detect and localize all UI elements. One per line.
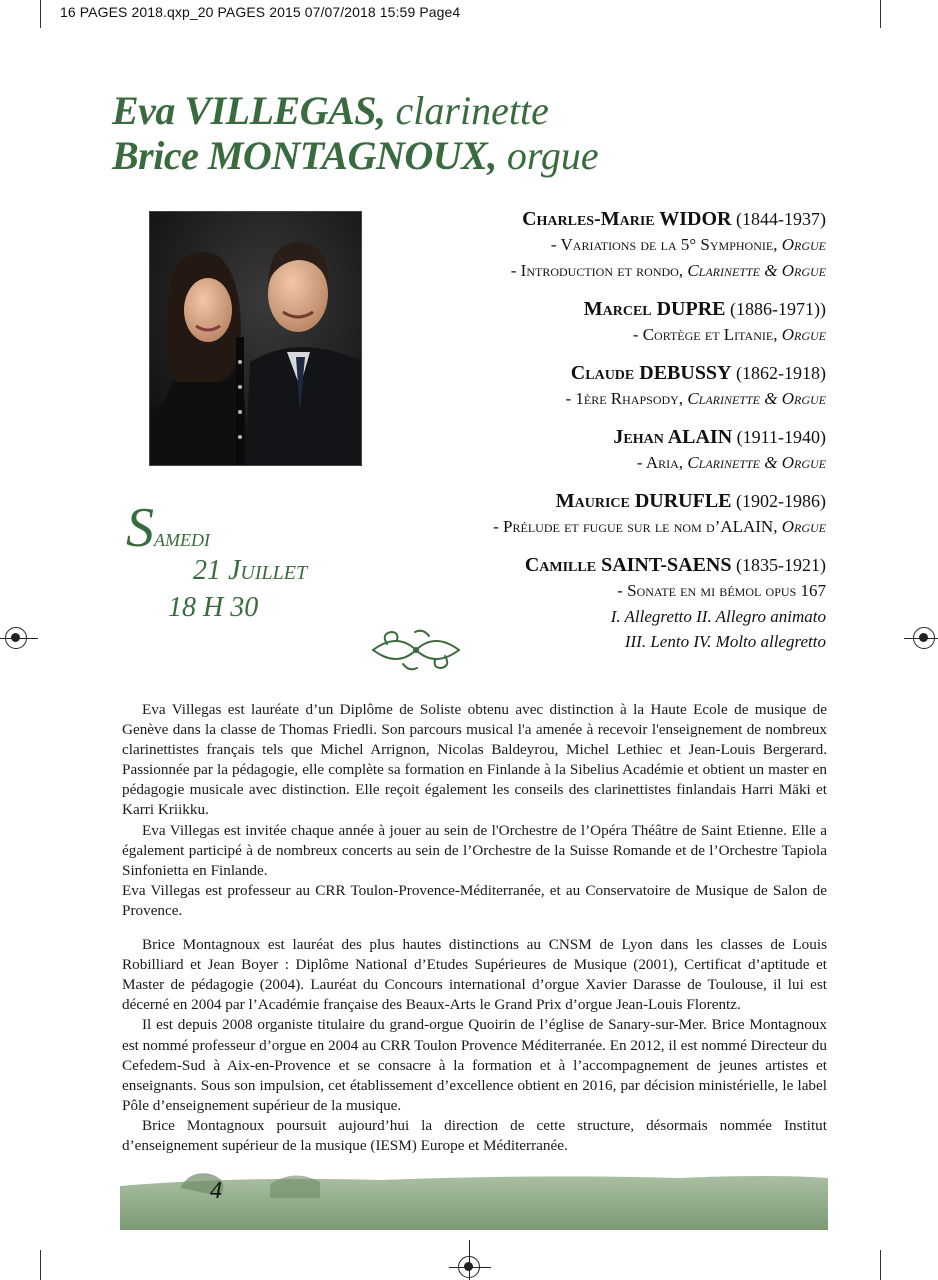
- composer-dupre: [386, 296, 826, 322]
- work-instrumentation: Orgue: [781, 325, 826, 344]
- composer-debussy: [386, 360, 826, 386]
- concert-time: 18 H 30: [168, 592, 259, 623]
- bio-eva-paragraph-3: Eva Villegas est professeur au CRR Toulon-Provence-Méditerranée, et au Conservatoire de Musique de Salon de Provence.: [122, 881, 827, 919]
- work-title: - Cortège et Litanie,: [632, 325, 782, 344]
- printer-slug: 16 PAGES 2018.qxp_20 PAGES 2015 07/07/2018 15:59 Page4: [60, 4, 461, 20]
- work-item: [386, 258, 826, 284]
- composer-durufle: [386, 488, 826, 514]
- registration-mark-right-icon: [913, 627, 935, 649]
- paragraph-gap: [122, 921, 827, 935]
- composer-name: Camille SAINT-SAENS: [524, 554, 732, 576]
- work-movements: I. Allegretto II. Allegro animato: [610, 607, 826, 626]
- work-item: [386, 322, 826, 348]
- crop-mark-bottom-right: [880, 1250, 881, 1280]
- page-title: [112, 88, 599, 178]
- work-title: - Introduction et rondo,: [510, 261, 688, 280]
- composer-saint-saens: [386, 552, 826, 578]
- biographies: [122, 700, 827, 1156]
- day-rest: amedi: [154, 523, 210, 552]
- work-instrumentation: Clarinette & Orgue: [687, 261, 826, 280]
- work-title: - Variations de la 5° Symphonie,: [550, 235, 782, 254]
- composer-name: Maurice DURUFLE: [555, 490, 732, 512]
- performer-2-instrument: orgue: [496, 133, 599, 178]
- performers-photo-image: [150, 212, 362, 466]
- composer-dates: (1844-1937): [731, 209, 826, 229]
- bio-brice-paragraph-2: Il est depuis 2008 organiste titulaire du grand-orgue Quoirin de l’église de Sanary-sur-Mer. Brice Montagnoux est nommé professeur d’orgue en 2004 au CRR Toulon Provence Méditerranée. En 2012, il est nommé Directeur du Cefedem-Sud à Aix-en-Provence et se consacre à la formation et à l’accompagnement de jeunes artistes et enseignants. Sous son impulsion, cet établissement d’excellence obtient en 2016, par décision ministérielle, le label Pôle d’enseignement supérieur de la musique.: [122, 1016, 827, 1114]
- day-initial: S: [126, 497, 154, 559]
- bio-eva-paragraph-2: Eva Villegas est invitée chaque année à jouer au sein de l'Orchestre de l’Opéra Théâtre de Saint Etienne. Elle a également participé à de nombreux concerts au sein de l’Orchestre de la Suisse Romande et de l’Orchestre Tapiola Sinfonietta en Finlande.: [122, 821, 827, 879]
- bio-brice-paragraph-3: Brice Montagnoux poursuit aujourd’hui la direction de cette structure, désormais nommée Institut d’enseignement supérieur de la musique (IESM) Europe et Méditerranée.: [122, 1116, 827, 1154]
- composer-name: Claude DEBUSSY: [570, 362, 732, 384]
- bio-eva-paragraph-1: Eva Villegas est lauréate d’un Diplôme de Soliste obtenu avec distinction à la Haute Ecole de musique de Genève dans la classe de Thomas Friedli. Son parcours musical l'a amenée à recevoir l'enseignement de nombreux clarinettistes français tels que Michel Arrignon, Nicolas Baldeyrou, Michel Lethiec et Jean-Louis Bergerard. Passionnée par la pédagogie, elle complète sa formation en Finlande à la Sibelius Académie et obtient un master en pédagogie musicale avec distinction. Elle reçoit également les conseils des clarinettistes finlandais Harri Mäki et Karri Kriikku.: [122, 701, 827, 819]
- footer-landscape-band: [120, 1168, 828, 1230]
- crop-mark-top-right: [880, 0, 881, 28]
- composer-name: Jehan ALAIN: [613, 426, 733, 448]
- composer-alain: [386, 424, 826, 450]
- work-item: [386, 386, 826, 412]
- work-instrumentation: Clarinette & Orgue: [687, 453, 826, 472]
- work-item: [386, 450, 826, 476]
- work-title: - Aria,: [636, 453, 688, 472]
- work-item: [386, 232, 826, 258]
- performer-1-name: Eva VILLEGAS,: [112, 88, 386, 133]
- concert-day-date: 21 Juillet: [193, 555, 308, 586]
- composer-dates: (1835-1921): [731, 555, 826, 575]
- work-title: - Sonate en mi bémol opus 167: [617, 581, 826, 600]
- composer-widor: [386, 206, 826, 232]
- work-item: [386, 514, 826, 540]
- concert-program: [386, 206, 826, 654]
- registration-mark-left-icon: [5, 627, 27, 649]
- work-movements: III. Lento IV. Molto allegretto: [624, 632, 826, 651]
- flourish-ornament-icon: [367, 624, 465, 676]
- work-instrumentation: Orgue: [781, 517, 826, 536]
- concert-day: [126, 497, 210, 559]
- composer-dates: (1862-1918): [731, 363, 826, 383]
- composer-dates: (1911-1940): [732, 427, 826, 447]
- composer-dates: (1886-1971)): [725, 299, 826, 319]
- work-instrumentation: Orgue: [781, 235, 826, 254]
- work-item: [386, 578, 826, 604]
- performer-1-instrument: clarinette: [385, 88, 549, 133]
- crop-mark-top-left: [40, 0, 41, 28]
- composer-name: Marcel DUPRE: [583, 298, 726, 320]
- registration-line-bottom: [469, 1240, 470, 1280]
- composer-dates: (1902-1986): [731, 491, 826, 511]
- performer-2-name: Brice MONTAGNOUX,: [112, 133, 497, 178]
- bio-brice-paragraph-1: Brice Montagnoux est lauréat des plus hautes distinctions au CNSM de Lyon dans les classes de Louis Robilliard et Jean Boyer : Diplôme National d’Etudes Supérieures de Musique (2001), Certificat d’aptitude et Master de pédagogie (2004). Lauréat du Concours international d’orgue Xavier Darasse de Toulouse, il lui est décerné en 2004 par l’Académie française des Beaux-Arts le Grand Prix d’orgue Jean-Louis Florentz.: [122, 936, 827, 1014]
- page-number: 4: [210, 1178, 222, 1204]
- work-instrumentation: Clarinette & Orgue: [687, 389, 826, 408]
- performers-photo: [149, 211, 362, 466]
- crop-mark-bottom-left: [40, 1250, 41, 1280]
- work-title: - 1ère Rhapsody,: [565, 389, 688, 408]
- work-title: - Prélude et fugue sur le nom d’ALAIN,: [493, 517, 782, 536]
- composer-name: Charles-Marie WIDOR: [522, 208, 732, 230]
